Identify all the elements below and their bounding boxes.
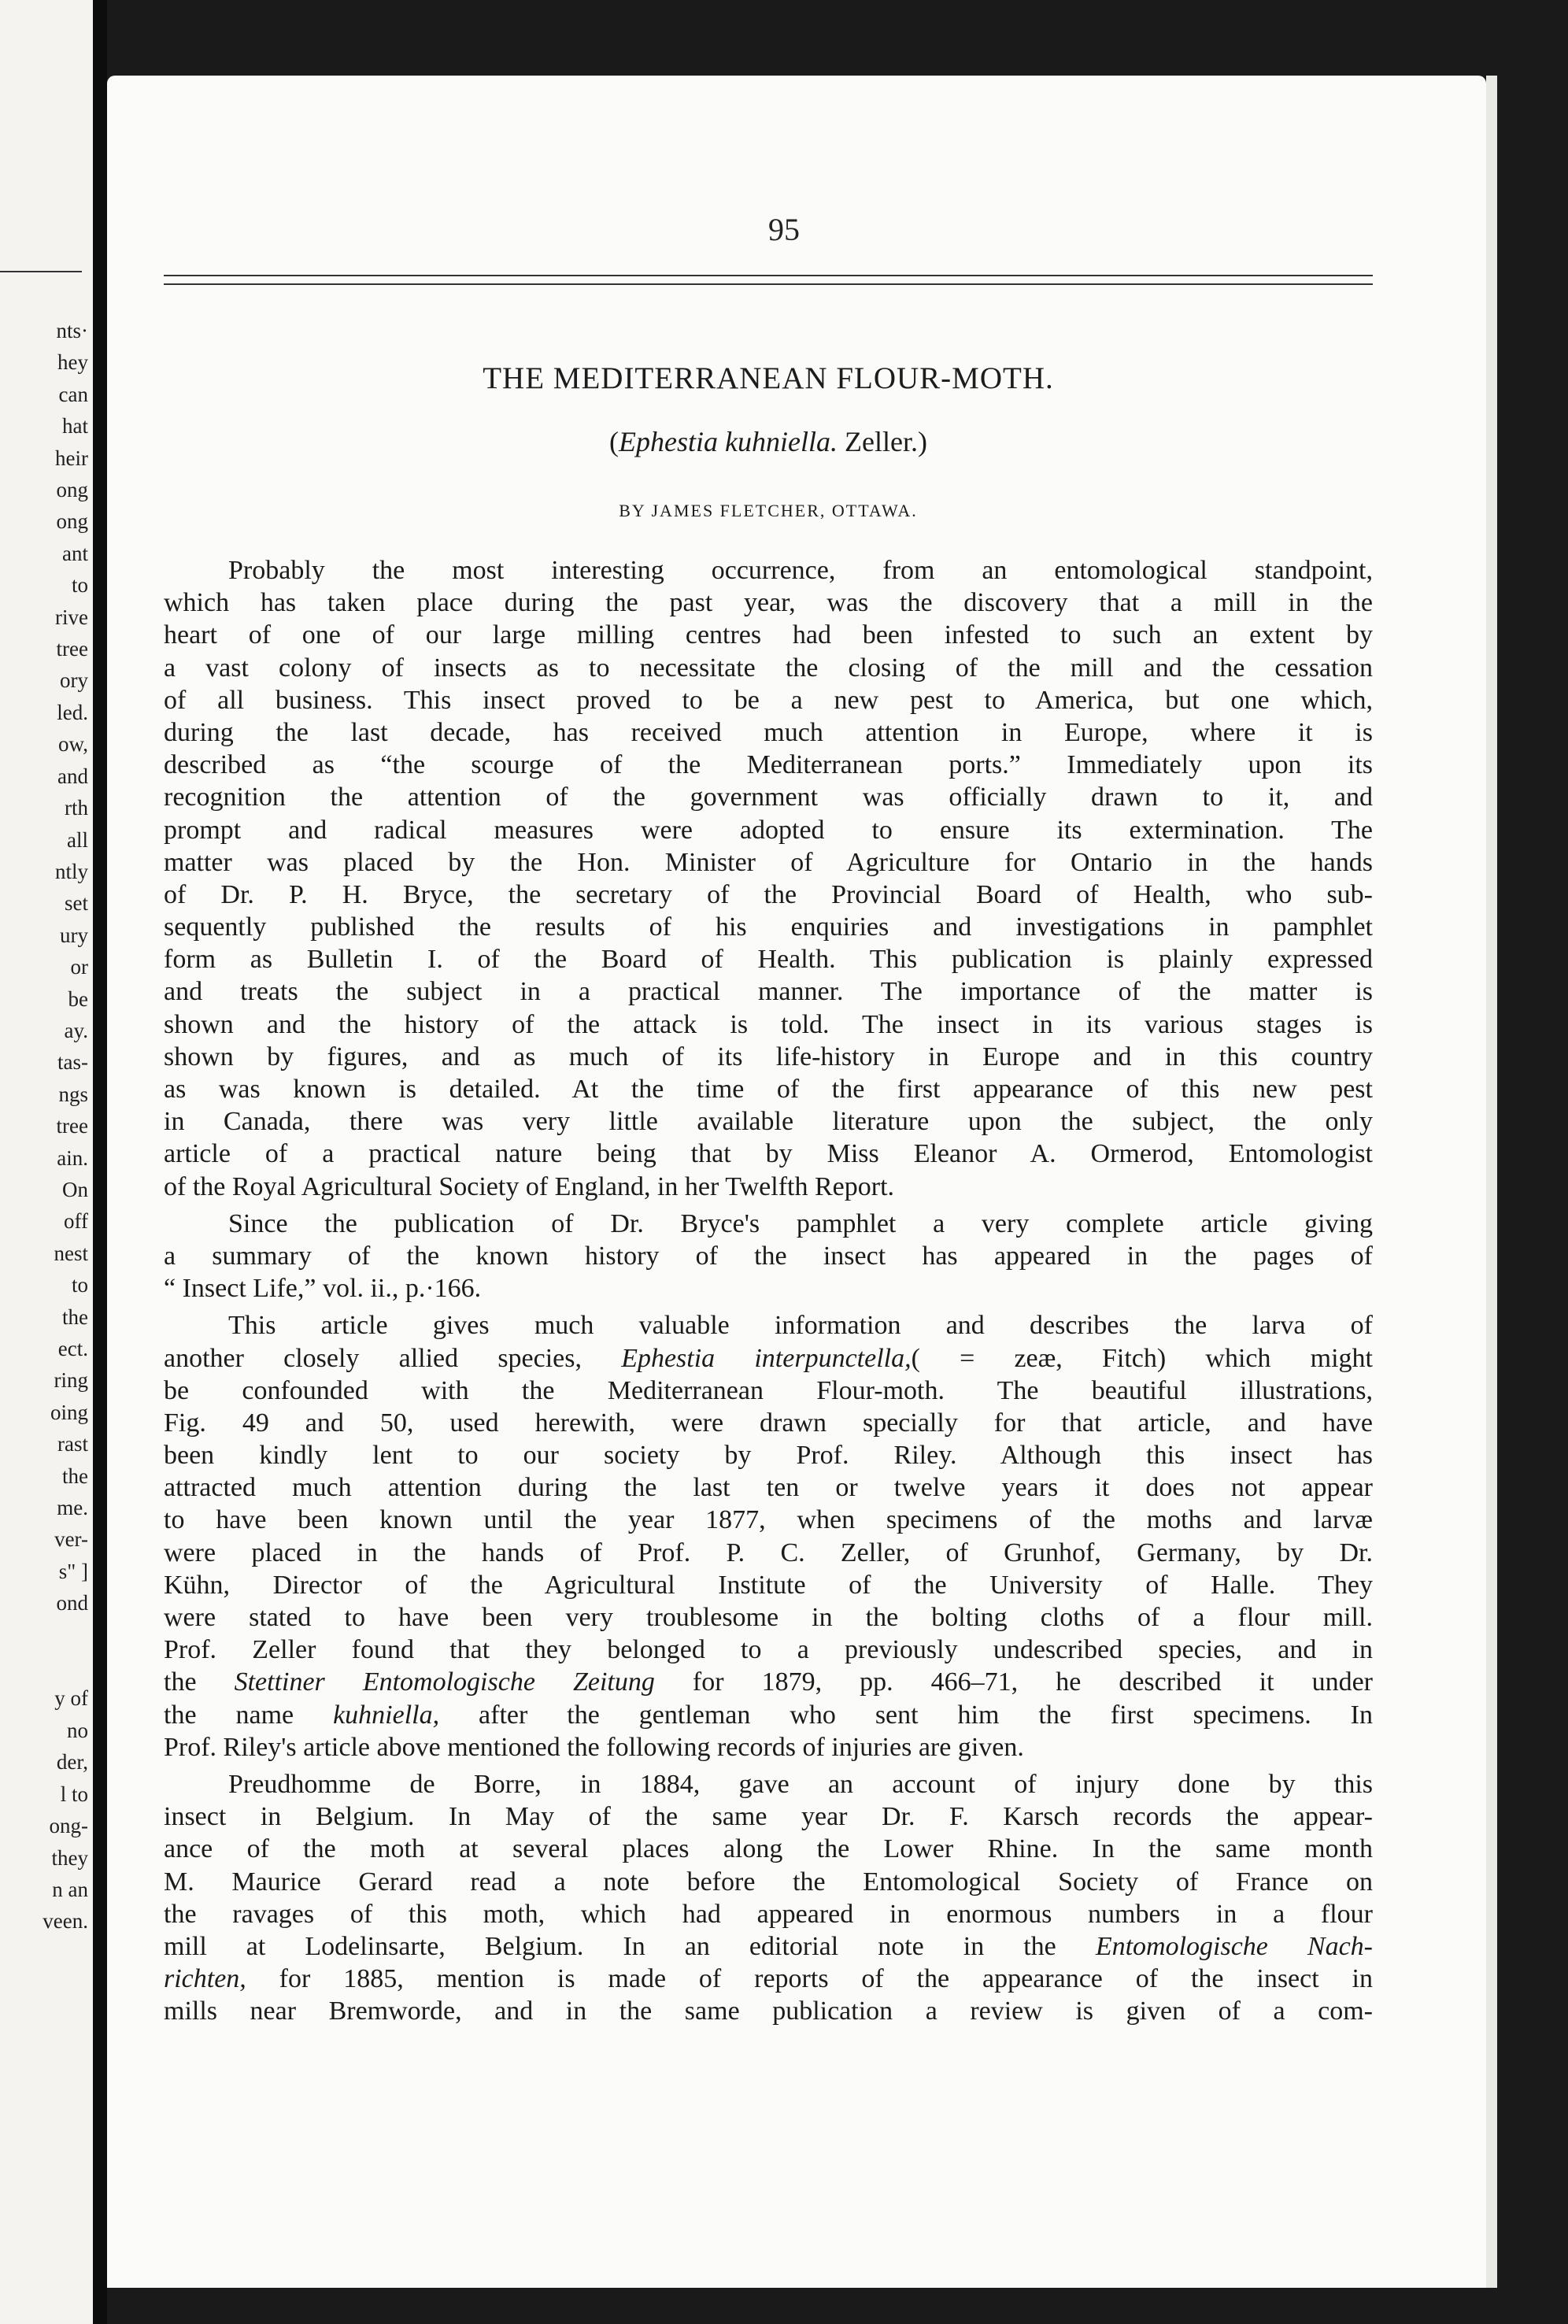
- text-line: [164, 1073, 1373, 1105]
- text-line: [164, 1504, 1373, 1536]
- italic-text: Entomologische Nach-: [1095, 1931, 1373, 1961]
- italic-text: richten,: [164, 1964, 246, 1994]
- text-run: for 1885, mention is made of reports of the appearance of the insect in: [246, 1964, 1373, 1994]
- facing-page-line: the: [62, 1464, 88, 1488]
- text-run: recognition the attention of the government was officially drawn to it, and: [164, 783, 1373, 812]
- text-line: [164, 1375, 1373, 1407]
- text-line: [164, 781, 1373, 813]
- text-run: insect in Belgium. In May of the same year Dr. F. Karsch records the appear-: [164, 1802, 1373, 1832]
- text-run: the: [164, 1667, 235, 1697]
- text-run: M. Maurice Gerard read a note before the Entomological Society of France on: [164, 1867, 1373, 1897]
- facing-page-line: On: [62, 1177, 88, 1201]
- paragraph: [164, 554, 1373, 1203]
- facing-page-line: hat: [62, 414, 88, 439]
- facing-page-line: ain.: [57, 1145, 88, 1170]
- facing-page-line: [2, 1619, 88, 1651]
- facing-page-line: ury: [60, 923, 88, 947]
- facing-page-line: all: [67, 827, 88, 852]
- header-double-rule: [164, 275, 1373, 285]
- subtitle-species: Ephestia kuhniella.: [619, 426, 838, 457]
- facing-page-line: ong-: [49, 1814, 88, 1838]
- text-run: Preudhomme de Borre, in 1884, gave an account of injury done by this: [228, 1769, 1373, 1799]
- facing-page-line: tree: [56, 1114, 88, 1138]
- facing-page-line: [2, 1651, 88, 1682]
- text-line: [164, 1963, 1373, 1995]
- paragraph: [164, 1208, 1373, 1305]
- text-run: and treats the subject in a practical manner. The importance of the matter is: [164, 977, 1373, 1007]
- text-run: Prof. Riley's article above mentioned the following records of injuries are given.: [164, 1732, 1024, 1762]
- text-line: [164, 684, 1373, 716]
- text-run: Since the publication of Dr. Bryce's pamphlet a very complete article giving: [228, 1208, 1373, 1238]
- text-line: [164, 1898, 1373, 1930]
- facing-page-line: veen.: [43, 1909, 88, 1934]
- facing-page-line: set: [65, 891, 88, 916]
- text-run: matter was placed by the Hon. Minister of Agriculture for Ontario in the hands: [164, 847, 1373, 877]
- facing-page-line: me.: [57, 1496, 88, 1520]
- facing-page-text: [2, 315, 88, 1937]
- text-line: [164, 1171, 1373, 1203]
- facing-page-line: ory: [60, 668, 88, 693]
- article-body: [164, 554, 1373, 2032]
- facing-page-line: to: [71, 1273, 88, 1297]
- text-run: be confounded with the Mediterranean Flour-moth. The beautiful illustrations,: [164, 1375, 1373, 1405]
- article-subtitle: [164, 425, 1373, 458]
- facing-page-line: be: [68, 986, 88, 1011]
- facing-page-line: l to: [60, 1782, 88, 1806]
- text-run: article of a practical nature being that by Miss Eleanor A. Ormerod, Entomologist: [164, 1139, 1373, 1169]
- text-run: after the gentleman who sent him the first specimens. In: [439, 1700, 1373, 1730]
- text-run: the name: [164, 1700, 334, 1730]
- facing-page-line: ngs: [58, 1082, 88, 1106]
- text-run: been kindly lent to our society by Prof. Riley. Although this insect has: [164, 1441, 1373, 1471]
- text-line: [164, 1800, 1373, 1833]
- text-run: a summary of the known history of the insect has appeared in the pages of: [164, 1241, 1373, 1271]
- italic-text: Ephestia interpunctella,: [621, 1343, 912, 1373]
- text-line: [164, 846, 1373, 879]
- text-run: which has taken place during the past year, was the discovery that a mill in the: [164, 588, 1373, 618]
- text-run: This article gives much valuable information and describes the larva of: [228, 1311, 1373, 1341]
- text-run: sequently published the results of his enquiries and investigations in pamphlet: [164, 912, 1373, 942]
- text-line: [164, 1930, 1373, 1963]
- text-run: of all business. This insect proved to be a new pest to America, but one which,: [164, 685, 1373, 715]
- text-line: [164, 587, 1373, 619]
- facing-page-line: oing: [50, 1400, 88, 1424]
- text-run: Kühn, Director of the Agricultural Institute of the University of Halle. They: [164, 1570, 1373, 1600]
- facing-page-line: ntly: [54, 859, 88, 883]
- facing-page-line: ay.: [64, 1018, 88, 1042]
- text-run: described as “the scourge of the Mediterranean ports.” Immediately upon its: [164, 750, 1373, 780]
- facing-page-line: off: [64, 1209, 88, 1234]
- facing-page-line: heir: [55, 446, 88, 470]
- facing-page-line: the: [62, 1304, 88, 1329]
- text-line: [164, 943, 1373, 975]
- text-run: shown by figures, and as much of its life-history in Europe and in this country: [164, 1042, 1373, 1071]
- text-run: of Dr. P. H. Bryce, the secretary of the Provincial Board of Health, who sub-: [164, 879, 1373, 909]
- italic-text: kuhniella,: [333, 1700, 440, 1730]
- facing-page-line: hey: [57, 350, 88, 375]
- text-run: Probably the most interesting occurrence, from an entomological standpoint,: [228, 556, 1373, 585]
- text-run: prompt and radical measures were adopted to ensure its extermination. The: [164, 815, 1373, 845]
- paragraph: [164, 1768, 1373, 2028]
- text-run: heart of one of our large milling centres had been infested to such an extent by: [164, 620, 1373, 650]
- facing-page-line: rth: [65, 796, 88, 820]
- text-line: [164, 1833, 1373, 1865]
- facing-page-fragment: [0, 0, 93, 2324]
- text-line: [164, 1105, 1373, 1138]
- text-line: [164, 1601, 1373, 1634]
- text-line: [164, 1995, 1373, 2027]
- book-page: [107, 76, 1486, 2288]
- text-run: shown and the history of the attack is told. The insect in its various stages is: [164, 1009, 1373, 1039]
- facing-page-line: s" ]: [58, 1559, 88, 1583]
- text-run: form as Bulletin I. of the Board of Health. This publication is plainly expressed: [164, 945, 1373, 975]
- article-byline: BY JAMES FLETCHER, OTTAWA.: [619, 501, 918, 520]
- text-line: [164, 1342, 1373, 1375]
- facing-page-line: led.: [57, 700, 88, 724]
- text-line: [164, 1731, 1373, 1763]
- facing-page-line: or: [70, 955, 88, 979]
- facing-page-line: no: [67, 1718, 88, 1742]
- facing-page-line: to: [71, 573, 88, 598]
- facing-page-line: der,: [56, 1750, 88, 1774]
- facing-page-line: n an: [52, 1877, 88, 1901]
- text-run: were stated to have been very troublesome in the bolting cloths of a flour mill.: [164, 1603, 1373, 1632]
- facing-page-line: rast: [57, 1432, 88, 1456]
- text-line: [164, 814, 1373, 846]
- text-run: of the Royal Agricultural Society of England, in her Twelfth Report.: [164, 1171, 895, 1201]
- page-edge: [1486, 76, 1497, 2288]
- facing-page-line: ond: [56, 1591, 88, 1615]
- text-run: a vast colony of insects as to necessitate the closing of the mill and the cessation: [164, 653, 1373, 683]
- subtitle-author: Zeller.): [838, 426, 927, 457]
- text-run: ( = zeæ, Fitch) which might: [911, 1343, 1373, 1373]
- text-line: [164, 1569, 1373, 1601]
- facing-page-line: y of: [54, 1686, 88, 1711]
- facing-page-line: nest: [54, 1241, 88, 1265]
- facing-page-line: ect.: [57, 1337, 88, 1360]
- text-line: [164, 1008, 1373, 1041]
- text-line: [164, 1138, 1373, 1170]
- facing-page-line: they: [51, 1845, 88, 1870]
- page-number: 95: [768, 212, 800, 247]
- text-line: [164, 1208, 1373, 1240]
- facing-page-line: nts·: [56, 319, 88, 342]
- italic-text: Stettiner Entomologische Zeitung: [234, 1667, 655, 1697]
- text-run: ance of the moth at several places along the Lower Rhine. In the same month: [164, 1834, 1373, 1864]
- text-line: [164, 1699, 1373, 1731]
- text-line: [164, 1634, 1373, 1666]
- text-line: [164, 554, 1373, 587]
- facing-page-line: ow,: [58, 732, 88, 757]
- facing-page-line: and: [57, 764, 88, 788]
- text-line: [164, 1866, 1373, 1898]
- text-run: were placed in the hands of Prof. P. C. Zeller, of Grunhof, Germany, by Dr.: [164, 1538, 1373, 1567]
- text-line: [164, 1309, 1373, 1341]
- facing-page-line: tree: [56, 637, 88, 661]
- text-run: for 1879, pp. 466–71, he described it under: [654, 1667, 1373, 1697]
- text-line: [164, 1537, 1373, 1569]
- text-run: “ Insect Life,” vol. ii., p.·166.: [164, 1274, 482, 1304]
- facing-page-line: rive: [55, 605, 88, 629]
- facing-page-line: ong: [56, 478, 88, 502]
- text-line: [164, 911, 1373, 943]
- text-line: [164, 975, 1373, 1008]
- text-line: [164, 1240, 1373, 1272]
- text-run: mill at Lodelinsarte, Belgium. In an editorial note in the: [164, 1931, 1096, 1961]
- book-gutter: [93, 0, 107, 2324]
- text-run: the ravages of this moth, which had appeared in enormous numbers in a flour: [164, 1899, 1373, 1929]
- facing-page-line: can: [58, 382, 88, 406]
- paragraph: [164, 1309, 1373, 1763]
- text-run: during the last decade, has received much attention in Europe, where it is: [164, 717, 1373, 747]
- text-line: [164, 1666, 1373, 1698]
- subtitle-open: (: [609, 426, 619, 457]
- text-run: to have been known until the year 1877, when specimens of the moths and larvæ: [164, 1505, 1373, 1535]
- text-run: as was known is detailed. At the time of the first appearance of this new pest: [164, 1075, 1373, 1104]
- facing-page-line: ver-: [54, 1527, 88, 1552]
- text-line: [164, 1439, 1373, 1471]
- text-run: attracted much attention during the last ten or twelve years it does not appear: [164, 1473, 1373, 1503]
- text-run: in Canada, there was very little available literature upon the subject, the only: [164, 1107, 1373, 1137]
- text-line: [164, 1041, 1373, 1073]
- facing-page-line: tas-: [57, 1050, 88, 1075]
- text-run: Fig. 49 and 50, used herewith, were drawn specially for that article, and have: [164, 1408, 1373, 1438]
- facing-page-line: ong: [56, 509, 88, 534]
- text-run: Prof. Zeller found that they belonged to a previously undescribed species, and in: [164, 1635, 1373, 1665]
- text-run: another closely allied species,: [164, 1343, 622, 1373]
- facing-page-line: ant: [62, 541, 88, 565]
- text-line: [164, 749, 1373, 781]
- article-title: THE MEDITERRANEAN FLOUR-MOTH.: [483, 361, 1054, 395]
- text-line: [164, 1768, 1373, 1800]
- facing-page-rule: [0, 271, 82, 272]
- facing-page-line: ring: [54, 1368, 88, 1393]
- text-line: [164, 652, 1373, 684]
- text-line: [164, 1407, 1373, 1439]
- text-line: [164, 619, 1373, 651]
- text-run: mills near Bremworde, and in the same publication a review is given of a com-: [164, 1996, 1373, 2026]
- text-line: [164, 716, 1373, 749]
- text-line: [164, 1272, 1373, 1304]
- text-line: [164, 879, 1373, 911]
- text-line: [164, 1471, 1373, 1504]
